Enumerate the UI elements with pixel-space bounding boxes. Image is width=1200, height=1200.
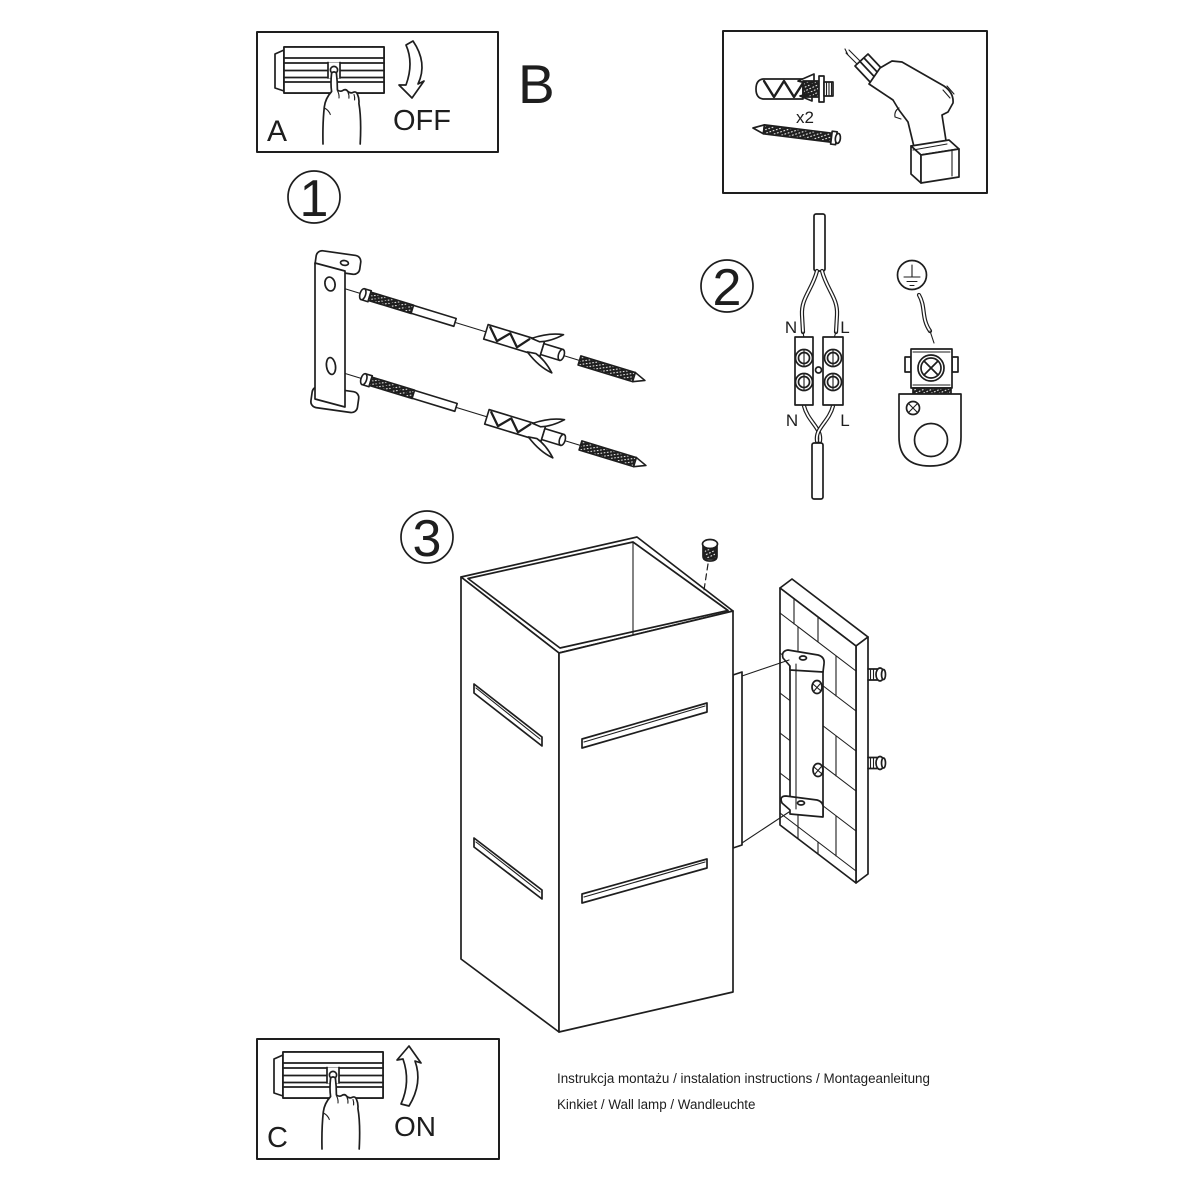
lamp-back-plate (733, 672, 742, 848)
step-3-number: 3 (412, 510, 442, 568)
footer (557, 1071, 930, 1112)
panel-a-letter: A (267, 115, 288, 148)
off-arrow-icon (399, 41, 424, 98)
step-2 (701, 214, 961, 499)
fixing-screw-icon (703, 540, 718, 591)
earth-clamp-icon (899, 295, 961, 466)
lamp-body-icon (461, 537, 733, 1032)
step-1-number: 1 (299, 170, 329, 228)
panel-a-switch-off (257, 32, 498, 152)
drill-icon (845, 49, 959, 183)
section-b-letter: B (518, 53, 555, 115)
anchor-quantity-label: x2 (796, 108, 814, 127)
wall-plug-icon (756, 74, 833, 102)
earth-symbol-icon (898, 261, 927, 290)
step-3 (401, 510, 886, 1032)
mounting-bracket-icon (310, 250, 361, 413)
panel-c-letter: C (267, 1122, 288, 1154)
wire-n-bottom-label: N (785, 411, 799, 430)
footer-line-2: Kinkiet / Wall lamp / Wandleuchte (557, 1097, 756, 1112)
on-label: ON (394, 1111, 436, 1142)
wire-l-top-label: L (840, 318, 850, 337)
wire-l-bottom-label: L (840, 411, 850, 430)
footer-line-1: Instrukcja montażu / instalation instructions / Montageanleitung (557, 1071, 930, 1086)
step-2-number: 2 (712, 259, 742, 317)
terminal-block-icon (795, 214, 843, 499)
wire-n-top-label: N (784, 318, 798, 337)
panel-b-tools (723, 31, 987, 193)
on-arrow-icon (397, 1046, 421, 1106)
off-label: OFF (393, 105, 451, 137)
wall-screw-icon (868, 668, 886, 770)
step-1 (288, 170, 652, 485)
panel-c-switch-on (257, 1039, 499, 1159)
